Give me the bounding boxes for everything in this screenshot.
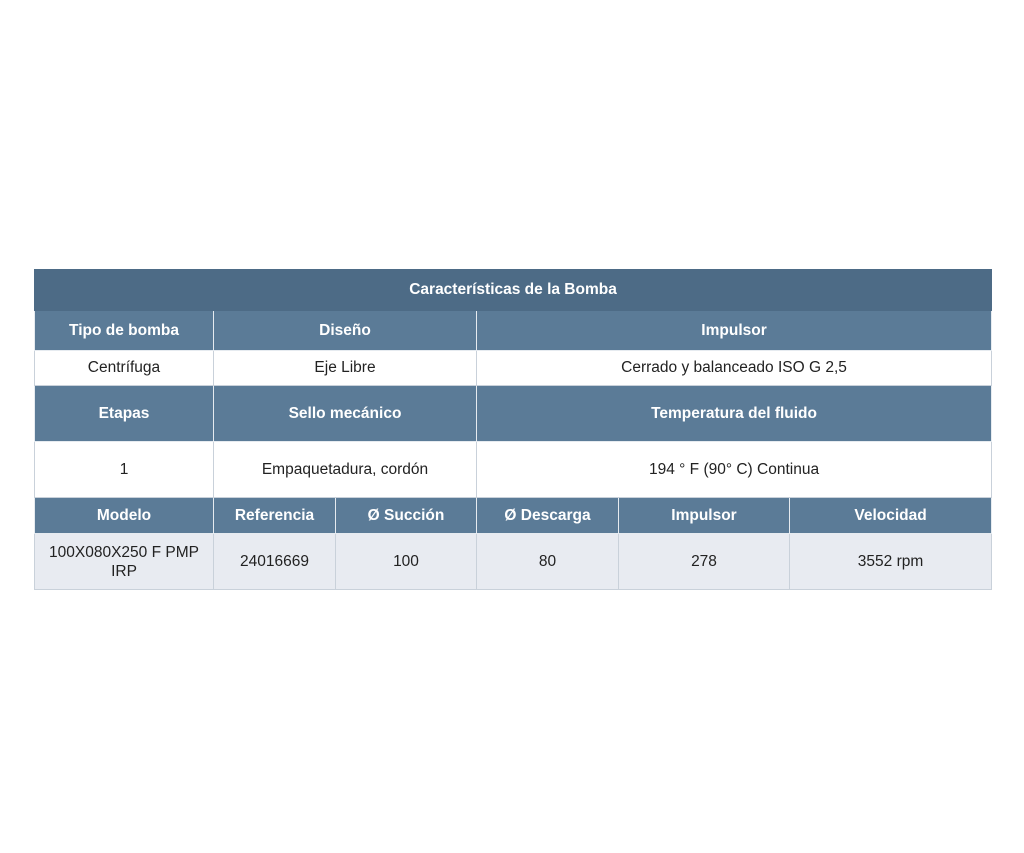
value-impeller-size: 278 — [619, 534, 790, 590]
value-impeller: Cerrado y balanceado ISO G 2,5 — [477, 351, 992, 386]
value-reference: 24016669 — [214, 534, 336, 590]
value-design: Eje Libre — [214, 351, 477, 386]
value-pump-type: Centrífuga — [35, 351, 214, 386]
header-pump-type: Tipo de bomba — [35, 311, 214, 351]
header-design: Diseño — [214, 311, 477, 351]
header-model: Modelo — [35, 498, 214, 534]
value-row-3 — [35, 534, 992, 590]
value-model: 100X080X250 F PMP IRP — [35, 534, 214, 590]
header-suction-diameter: Ø Succión — [336, 498, 477, 534]
value-stages: 1 — [35, 442, 214, 498]
table-title-row — [35, 270, 992, 311]
header-reference: Referencia — [214, 498, 336, 534]
pump-characteristics-table — [34, 269, 992, 590]
header-stages: Etapas — [35, 386, 214, 442]
value-fluid-temperature: 194 ° F (90° C) Continua — [477, 442, 992, 498]
header-discharge-diameter: Ø Descarga — [477, 498, 619, 534]
value-mechanical-seal: Empaquetadura, cordón — [214, 442, 477, 498]
header-mechanical-seal: Sello mecánico — [214, 386, 477, 442]
header-row-3 — [35, 498, 992, 534]
header-impeller: Impulsor — [477, 311, 992, 351]
table-title: Características de la Bomba — [35, 270, 992, 311]
value-row-2 — [35, 442, 992, 498]
header-speed: Velocidad — [790, 498, 992, 534]
header-row-2 — [35, 386, 992, 442]
value-discharge-diameter: 80 — [477, 534, 619, 590]
pump-characteristics-table-container — [34, 269, 991, 590]
header-row-1 — [35, 311, 992, 351]
header-fluid-temperature: Temperatura del fluido — [477, 386, 992, 442]
value-suction-diameter: 100 — [336, 534, 477, 590]
value-speed: 3552 rpm — [790, 534, 992, 590]
header-impeller-size: Impulsor — [619, 498, 790, 534]
value-row-1 — [35, 351, 992, 386]
